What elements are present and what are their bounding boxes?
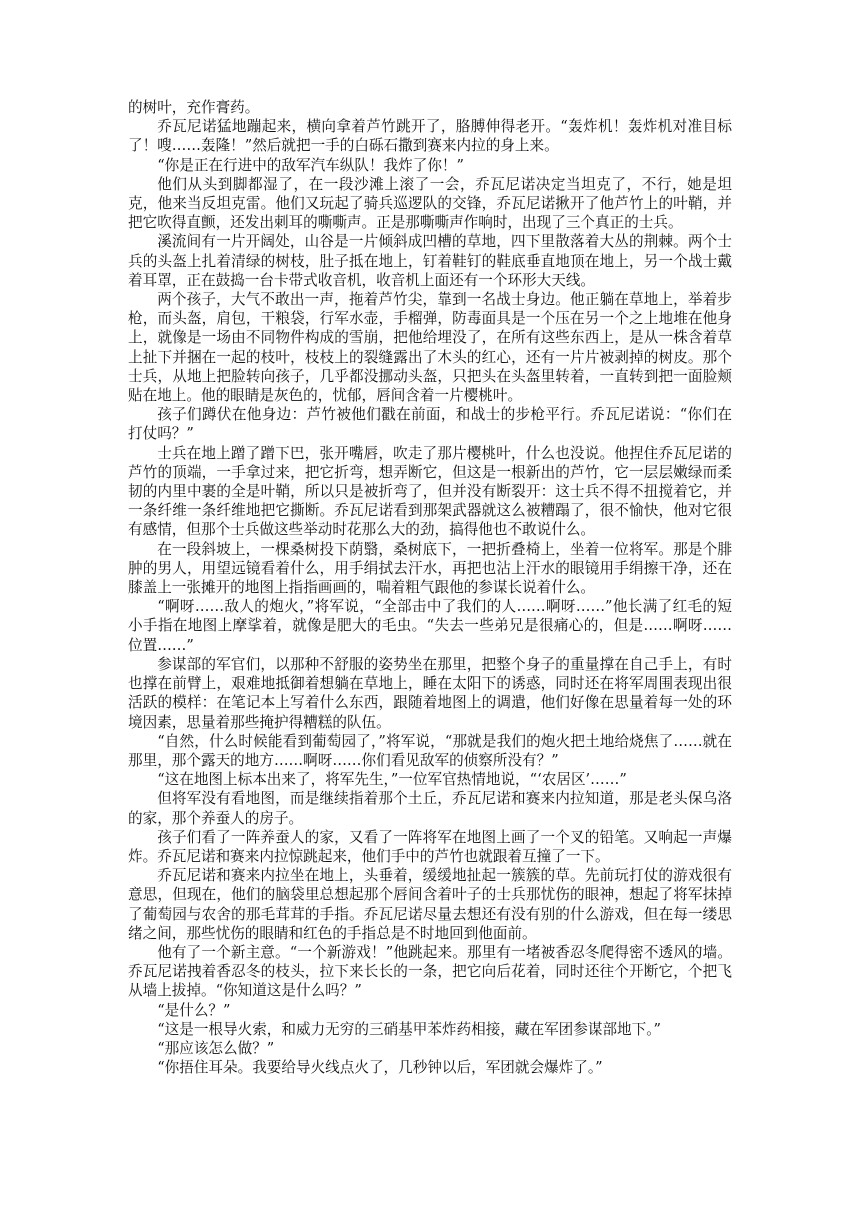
paragraph: 两个孩子，大气不敢出一声，拖着芦竹尖，靠到一名战士身边。他正躺在草地上，举着步枪，而头盔，肩包，干粮袋，行军水壶，手榴弹，防毒面具是一个压在另一个之上地堆在他身上，就像是一场由不同物件构成的雪崩，把他给埋没了，在所有这些东西上，是从一株含着草上扯下并捆在一起的枝叶，枝枝上的裂缝露出了木头的红心，还有一片片被剥掉的树皮。那个士兵，从地上把脸转向孩子，几乎都没挪动头盔，只把头在头盔里转着，一直转到把一面脸颊贴在地上。他的眼睛是灰色的，忧郁，唇间含着一片樱桃叶。 <box>128 291 732 405</box>
paragraph: 参谋部的军官们，以那种不舒服的姿势坐在那里，把整个身子的重量撑在自己手上，有时也撑在前臂上，艰难地抵御着想躺在草地上，睡在太阳下的诱惑，同时还在将军周围表现出很活跃的模样：在笔记本上写着什么东西，跟随着地图上的调遣，他们好像在思量着每一处的环境因素，思量着那些掩护得糟糕的队伍。 <box>128 655 732 731</box>
paragraph: “是什么？” <box>157 1001 231 1019</box>
paragraph: 孩子们看了一阵养蚕人的家，又看了一阵将军在地图上画了一个叉的铅笔。又响起一声爆炸。乔瓦尼诺和赛来内拉惊跳起来，他们手中的芦竹也就跟着互撞了一下。 <box>128 828 732 865</box>
paragraph: “这在地图上标本出来了，将军先生，”一位军官热情地说，“‘农居区’……” <box>157 771 627 789</box>
paragraph: “那应该怎么做？” <box>157 1039 275 1057</box>
paragraph: 孩子们蹲伏在他身边：芦竹被他们戳在前面，和战士的步枪平行。乔瓦尼诺说：“你们在打仗吗？” <box>128 406 732 443</box>
paragraph: “自然，什么时候能看到葡萄园了，”将军说，“那就是我们的炮火把土地给烧焦了……就在那里，那个露天的地方……啊呀……你们看见敌军的侦察所没有？” <box>128 732 732 769</box>
paragraph: 乔瓦尼诺猛地蹦起来，横向拿着芦竹跳开了，胳膊伸得老开。“轰炸机！轰炸机对准目标了！嗖……轰隆！”然后就把一手的白砾石撒到赛来内拉的身上来。 <box>128 118 732 155</box>
paragraph: “这是一根导火索，和威力无穷的三硝基甲苯炸药相接，藏在军团参谋部地下。” <box>157 1020 661 1038</box>
paragraph: 溪流间有一片开阔处，山谷是一片倾斜成凹槽的草地，四下里散落着大丛的荆棘。两个士兵的头盔上扎着清绿的树枝，肚子抵在地上，钉着鞋钉的鞋底垂直地顶在地上，另一个战士戴着耳罩，正在鼓捣一台卡带式收音机，收音机上面还有一个环形大天线。 <box>128 233 732 289</box>
document-page <box>128 98 732 1077</box>
paragraph: 他们从头到脚都湿了，在一段沙滩上滚了一会，乔瓦尼诺决定当坦克了，不行，她是坦克，他来当反坦克雷。他们又玩起了骑兵巡逻队的交锋，乔瓦尼诺揪开了他芦竹上的叶鞘，并把它吹得直颤，还发出刺耳的嘶嘶声。正是那嘶嘶声作响时，出现了三个真正的士兵。 <box>128 175 732 232</box>
paragraph: 乔瓦尼诺和赛来内拉坐在地上，头垂着，缓缓地扯起一簇簇的草。先前玩打仗的游戏很有意思，但现在，他们的脑袋里总想起那个唇间含着叶子的士兵那忧伤的眼神，想起了将军抹掉了葡萄园与农舍的那毛茸茸的手指。乔瓦尼诺尽量去想还有没有别的什么游戏，但在每一缕思绪之间，那些忧伤的眼睛和红色的手指总是不时地回到他面前。 <box>128 867 732 942</box>
paragraph: “你是正在行进中的敌军汽车纵队！我炸了你！” <box>157 156 464 174</box>
paragraph: 在一段斜坡上，一棵桑树投下荫翳，桑树底下，一把折叠椅上，坐着一位将军。那是个腓肿的男人，用望远镜看着什么，用手绢拭去汗水，再把也沾上汗水的眼镜用手绢擦干净，还在膝盖上一张摊开的地图上指指画画的，喘着粗气跟他的参谋长说着什么。 <box>128 540 732 597</box>
paragraph: 但将军没有看地图，而是继续指着那个土丘，乔瓦尼诺和赛来内拉知道，那是老头保乌洛的家，那个养蚕人的房子。 <box>128 790 732 827</box>
paragraph: “啊呀……敌人的炮火，”将军说，“全部击中了我们的人……啊呀……”他长满了红毛的短小手指在地图上摩挲着，就像是肥大的毛虫。“失去一些弟兄是很痛心的，但是……啊呀……位置……” <box>128 598 732 654</box>
paragraph: 他有了一个新主意。“一个新游戏！”他跳起来。那里有一堵被香忍冬爬得密不透风的墙。乔瓦尼诺拽着香忍冬的枝头，拉下来长长的一条，把它向后花着，同时还往个开断它，个把飞从墙上拔掉。“你知道这是什么吗？” <box>128 943 732 1000</box>
paragraph: “你捂住耳朵。我要给导火线点火了，几秒钟以后，军团就会爆炸了。” <box>157 1059 603 1077</box>
paragraph: 士兵在地上蹭了蹭下巴，张开嘴唇，吹走了那片樱桃叶，什么也没说。他捏住乔瓦尼诺的芦竹的顶端，一手拿过来，把它折弯，想弄断它，但这是一根新出的芦竹，它一层层嫩绿而柔韧的内里中裹的全是叶鞘，所以只是被折弯了，但并没有断裂开：这士兵不得不扭搅着它，并一条纤维一条纤维地把它撕断。乔瓦尼诺看到那架武器就这么被糟蹋了，很不愉快，他对它很有感情，但那个士兵做这些举动时花那么大的劲，搞得他也不敢说什么。 <box>128 444 732 539</box>
paragraph: 的树叶，充作膏药。 <box>128 99 260 116</box>
